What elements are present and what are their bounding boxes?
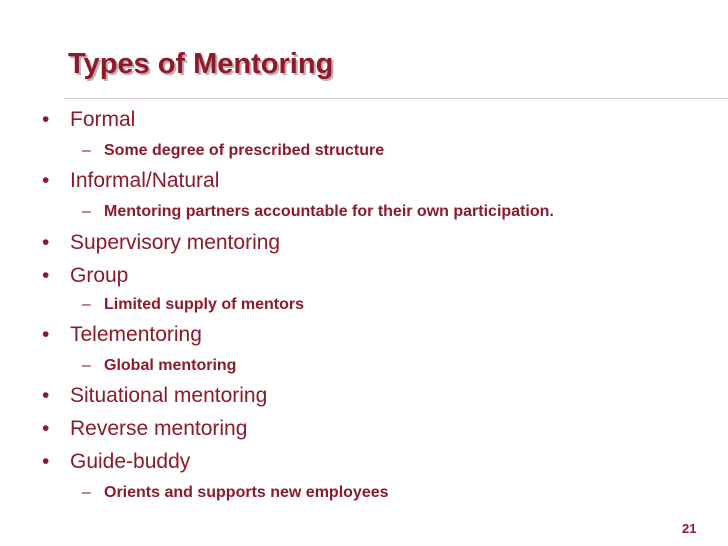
bullet-label: Group <box>70 264 129 287</box>
sub-bullet-marker: – <box>82 142 91 159</box>
bullet-label: Situational mentoring <box>70 384 268 407</box>
bullet-label: Guide-buddy <box>70 450 191 473</box>
bullet-label: Supervisory mentoring <box>70 231 281 254</box>
bullet-marker: • <box>42 417 50 440</box>
sub-bullet-label: Global mentoring <box>104 357 237 374</box>
bullet-item <box>42 169 219 193</box>
bullet-label: Formal <box>70 108 136 131</box>
bullet-item <box>42 231 280 255</box>
bullet-label: Telementoring <box>70 323 202 346</box>
sub-bullet-item <box>82 142 384 160</box>
bullet-marker: • <box>42 384 50 407</box>
sub-bullet-label: Limited supply of mentors <box>104 296 305 313</box>
bullet-item <box>42 108 135 132</box>
bullet-item <box>42 323 202 347</box>
bullet-label: Informal/Natural <box>70 169 220 192</box>
page-number: 21 <box>682 521 697 536</box>
bullet-marker: • <box>42 169 50 192</box>
bullet-item <box>42 417 247 441</box>
bullet-marker: • <box>42 450 50 473</box>
sub-bullet-label: Orients and supports new employees <box>104 484 389 501</box>
bullet-marker: • <box>42 323 50 346</box>
sub-bullet-marker: – <box>82 484 91 501</box>
bullet-label: Reverse mentoring <box>70 417 248 440</box>
bullet-item <box>42 384 267 408</box>
bullet-marker: • <box>42 231 50 254</box>
bullet-item <box>42 450 190 474</box>
bullet-marker: • <box>42 264 50 287</box>
sub-bullet-item <box>82 484 389 502</box>
sub-bullet-label: Mentoring partners accountable for their own participation. <box>104 203 554 220</box>
sub-bullet-item <box>82 357 236 375</box>
sub-bullet-marker: – <box>82 203 91 220</box>
sub-bullet-item <box>82 296 304 314</box>
bullet-item <box>42 264 128 288</box>
sub-bullet-label: Some degree of prescribed structure <box>104 142 385 159</box>
sub-bullet-item <box>82 203 554 221</box>
slide-title: Types of Mentoring <box>68 48 334 80</box>
bullet-marker: • <box>42 108 50 131</box>
sub-bullet-marker: – <box>82 296 91 313</box>
sub-bullet-marker: – <box>82 357 91 374</box>
